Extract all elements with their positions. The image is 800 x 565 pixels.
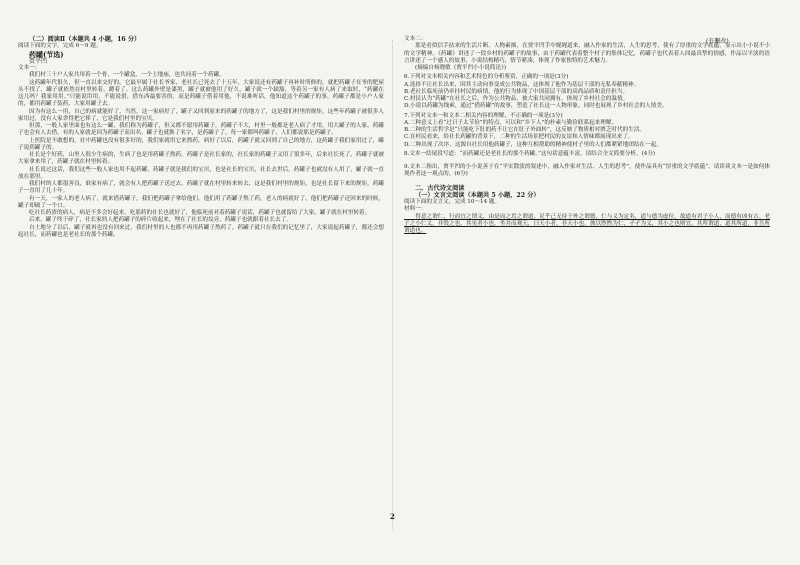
paragraph: 上医院是不敢想的，社中药罐也没有很多好的，我们家就用它来熬药，病好了以后，药罐子就又回到了自己的地方，这药罐子我们家用过了，罐子说药罐子的。 (18, 137, 384, 151)
right-column (404, 36, 770, 235)
left-column (18, 36, 384, 239)
text2-label: 文本二： (404, 36, 427, 42)
text2-body: 那是看似信手拈来的生活片断、人物素描，在贾平凹手中娓娓道来，融入作家的生活，人生的思考，使有了厚重的文学底蕴，显示出小小说不小的文学精神。《药罐》讲述了一段乡村的药罐子的故事，由于药罐代表着整个村子的集体记忆，药罐子也代表着人间最真挚的情感，作品以平淡的语言讲述了一个感人的故事，小说结构精巧，情节紧凑，体现了作家独特的艺术魅力。 (404, 43, 770, 64)
question-9: 9.文本二指出，贾平凹的小小说善于在“平实散淡的叙述中，融入作家对生活、人生的思考”，使作品具有“厚重的文学底蕴”。请谈谈文本一是如何体现作者这一观点的。(6分) (404, 164, 770, 178)
section-2-subheading: （一）文言文阅读（本题共 5 小题，22 分） (415, 191, 540, 199)
paragraph: 自土地分了以后，罐子就再也没有回来过，我们村里的人也都不再用药罐子熬药了，药罐子就只在我们的记忆里了，大家说起药罐子，都还会想起社长，而药罐也是老社长的那个药罐。 (18, 224, 384, 238)
q7-option-a: A.二种意义上看“过日子太节俭”的特点，可以和“乡下人”的朴素与勤俭联系起来理解。 (404, 119, 618, 126)
section-heading: （二）阅读Ⅱ（本题共 4 小题，16 分） (29, 36, 141, 43)
q6-option-a: A.选择不让社长出来，因其主动向事变成公共物品，这体现了他作为基层干部的无私奉献精神。 (404, 81, 640, 88)
q7-option-d: D.二种出现了次序，这源自社长用他药罐子，这种互相帮助的精神使村子里的人们都紧紧地团结在一起。 (404, 141, 662, 148)
paragraph: 我们村三十户人家共用着一个骨、一个罐盒，一个土地庙，也共同着一个药罐。 (29, 72, 225, 79)
q6-option-d: D.小说以药罐为线索，通过“借药罐”的故事，塑造了社长这一人物形象，同时也展现了乡村社会的人情美。 (404, 103, 668, 110)
instruction: 阅读下面的文字，完成 6～9 题。 (18, 43, 102, 50)
question-7: 7.下列对文本一和文本二相关内容的理解，不正确的一项是(3分) (404, 112, 563, 119)
paragraph: 后来，罐子终于碎了，社长家的人把药罐子的碎片收起来，埋在了社长的坟旁，药罐子也就跟着社长去了。 (29, 217, 292, 224)
q7-option-b: B.二种的生活哲学是“只能吃下肚的药不让它在肚子外面转”，这反映了物质相对匮乏时代的生活。 (404, 127, 645, 133)
passage-author: 贾平凹 (29, 57, 48, 65)
q7-option-c: C.在村民看来，给社长药罐的背景下，二种的生活场景把村民的友谊和人情味都展现出来了。 (404, 134, 634, 141)
text2-source: (摘编自杨晓敏《贾平凹小小说简论》) (415, 65, 507, 71)
q6-option-c: C.村民认为“药罐”在社长之后，作为公共物品，被大家共同拥有，体现了乡村社会的温情。 (404, 96, 629, 102)
paragraph: 我们村的人都很善良，谁家有病了，就会有人把药罐子送过去，药罐子就在村里转来转去，这是我们村里的规矩，也是社长留下来的规矩，药罐子一直用了几十年。 (18, 181, 384, 195)
edit-note: (有删改) (706, 38, 729, 45)
text1-label: 文本一： (18, 65, 41, 71)
paragraph: 社长是个好药，山里人很少生病的，生病了也是用药罐子熬药，药罐子是社长家的，社长家的药罐子又用了很多年，后来社长死了，药罐子就被大家拿来用了，药罐子就在村里转着。 (18, 152, 384, 166)
question-8: 8.文本一结尾段写道：“而药罐还是老社长的那个药罐。”这句话意蕴丰富，请结合全文简要分析。(4分) (404, 150, 656, 157)
instruction-2: 阅读下面的文言文，完成 10～14 题。 (404, 199, 501, 205)
paragraph: 因为有这么一用，自己的病就能好了，当然，这一家病好了，罐子又回到原来的药罐子的地方了，这是我们村里的规矩，这些年药罐子被很多人家用过，没有人家舍得把它摔了，它是我们村里的宝贝。 (18, 108, 384, 122)
section-2-heading: 二、古代诗文阅读 (415, 184, 465, 192)
paragraph: 但那，一般人家里面也有这么一罐，我们称为药罐子，但又都不愿用药罐子，药罐子不大，村里一般都是老人病了才用，用大罐子的人家，药罐子也会有人去借，有的人家就是因为药罐子而出名，罐子也就换了名字，是药罐子了，每一家都叫药罐子，人们都说那是药罐子。 (18, 123, 384, 137)
q6-option-b: B.老社长临死前仍牵挂村民的病情，他的行为体现了中国基层干部的高尚品质和责任担当。 (404, 88, 629, 95)
paragraph: 有一天，一家人的老人病了，就来借药罐子，我们把药罐子拿给他们，他们用了药罐子熬了药，老人的病就好了，他们把药罐子还回来的时候，罐子却破了一个口。 (18, 195, 384, 209)
paragraph: 吃社长药渣的病人，病是不多会好起来，吃那药的社长也就好了，他临死前对着药罐子说话，药罐子也就留给了大家，罐子就在村里转着。 (29, 210, 371, 216)
passage-title: 药罐(节选) (29, 49, 64, 59)
column-divider (392, 40, 393, 530)
page-number: 2 (390, 512, 395, 521)
material-text: 得意之谓仁，行而宜之谓义，由是而之焉之谓道，足乎己无待于外之谓德，仁与义为定名，道与德为虚位，故道有君子小人，而德有凶有吉。老子之小仁义，非毁之也，其见者小也。坐井而观天，曰天小者，非天小也。彼以煦煦为仁，孑孑为义，其小之也则宜。其所谓道，道其所道，非吾所谓道也。 (404, 213, 770, 234)
question-6: 6.下列对文本相关内容和艺术特色的分析鉴赏，正确的一项是(3分) (404, 74, 569, 81)
paragraph: 这药罐年代很久，但一直以来交好的，它最早属于社长爷家，老社长已死去了十五年，大家说还有药罐子再补时所修的，就把药罐子在爷的肥屋头不找了，罐子就依然在村里转着，蹲着了。这么药罐外壁是漆黑，罐子就被他用了好久，罐子就一个缺豁，等着另一家有人病了来取时，“药罐在这儿吗？我家用用。”只能说用用，不能说借，借东西最要害的，而是药罐子借着用他，不说难听话，他知道这个药罐子的事，药罐子都是小户人家的，都用药罐子装药，大家用罐子去。 (18, 79, 384, 108)
paragraph: 社长说过这话，我们这些一般人家也用不起药罐，药罐子就是我们的宝贝，也是社长的宝贝，社长去世后，药罐子也就没有人用了，罐子就一直放在那里。 (18, 166, 384, 180)
material-label: 材料一： (404, 206, 427, 213)
